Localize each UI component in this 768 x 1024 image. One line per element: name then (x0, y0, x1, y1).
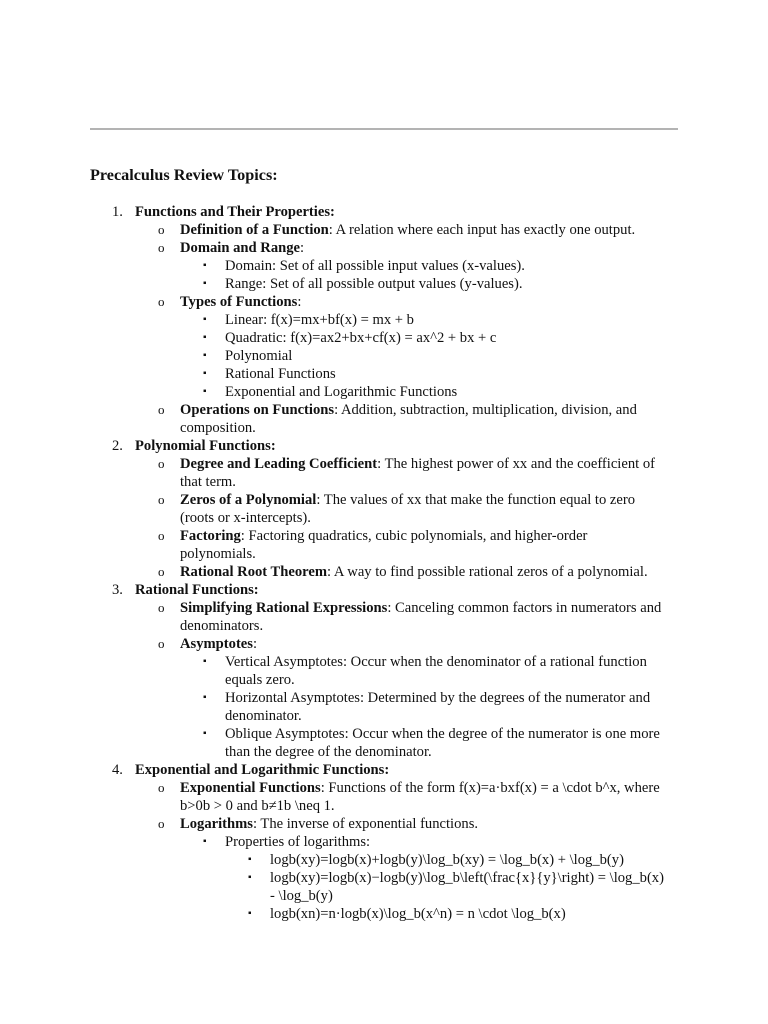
circle-bullet-icon: o (158, 456, 165, 471)
list-number: 3. (112, 582, 123, 598)
list-text (135, 761, 389, 779)
list-description: : Canceling common factors in numerators and (387, 600, 662, 616)
list-term: Rational Root Theorem (180, 564, 328, 580)
list-description: : Functions of the form f(x)=a·bxf(x) = a \cdot b^x, where (320, 780, 660, 796)
list-description: Polynomial (225, 348, 293, 364)
list-description: composition. (180, 420, 256, 436)
list-line (90, 221, 678, 239)
list-description: : (252, 636, 258, 652)
list-description: : Factoring quadratics, cubic polynomials, and higher-order (240, 528, 588, 544)
list-line (90, 707, 678, 725)
list-text (135, 581, 259, 599)
circle-bullet-icon: o (158, 636, 165, 651)
list-line (90, 743, 678, 761)
list-text (270, 887, 333, 905)
square-bullet-icon: ▪ (203, 332, 207, 343)
list-description: : A way to find possible rational zeros of a polynomial. (327, 564, 648, 580)
list-line (90, 761, 678, 779)
square-bullet-icon: ▪ (203, 656, 207, 667)
list-text (180, 239, 304, 257)
circle-bullet-icon: o (158, 780, 165, 795)
list-line (90, 653, 678, 671)
list-text (225, 365, 336, 383)
circle-bullet-icon: o (158, 600, 165, 615)
list-text (180, 293, 301, 311)
list-term: Definition of a Function (180, 222, 329, 238)
list-description: denominators. (180, 618, 264, 634)
list-text (180, 797, 335, 815)
list-description: Domain: Set of all possible input values (x-values). (225, 258, 525, 274)
list-description: (roots or x-intercepts). (180, 510, 311, 526)
circle-bullet-icon: o (158, 240, 165, 255)
list-text (180, 545, 256, 563)
circle-bullet-icon: o (158, 402, 165, 417)
list-term: Simplifying Rational Expressions (180, 600, 388, 616)
list-text (180, 221, 635, 239)
list-line (90, 887, 678, 905)
list-text (180, 599, 661, 617)
list-line (90, 563, 678, 581)
list-line (90, 383, 678, 401)
list-text (225, 383, 457, 401)
list-term: Functions and Their Properties: (135, 204, 335, 220)
list-description: denominator. (225, 708, 302, 724)
list-description: logb(xy)=logb(x)+logb(y)\log_b(xy) = \log_b(x) + \log_b(y) (270, 852, 624, 868)
list-term: Asymptotes (180, 636, 253, 652)
list-term: Exponential and Logarithmic Functions: (135, 762, 390, 778)
list-line (90, 599, 678, 617)
list-line (90, 257, 678, 275)
list-description: : The highest power of xx and the coefficient of (377, 456, 655, 472)
list-description: logb(xn)=n·logb(x)\log_b(x^n) = n \cdot \log_b(x) (270, 906, 566, 922)
square-bullet-icon: ▪ (203, 260, 207, 271)
list-description: b>0b > 0 and b≠1b \neq 1. (180, 798, 335, 814)
list-text (180, 617, 263, 635)
list-description: : (300, 240, 305, 256)
list-term: Rational Functions: (135, 582, 259, 598)
list-description: equals zero. (225, 672, 295, 688)
list-description: polynomials. (180, 546, 256, 562)
list-line (90, 797, 678, 815)
list-text (180, 401, 637, 419)
circle-bullet-icon: o (158, 528, 165, 543)
list-description: Quadratic: f(x)=ax2+bx+cf(x) = ax^2 + bx + c (225, 330, 497, 346)
list-description: Range: Set of all possible output values (y-values). (225, 276, 523, 292)
topic-list (90, 203, 678, 923)
square-bullet-icon: ▪ (203, 278, 207, 289)
list-text (270, 905, 566, 923)
list-line (90, 815, 678, 833)
square-bullet-icon: ▪ (248, 872, 252, 883)
list-term: Polynomial Functions: (135, 438, 276, 454)
list-term: Degree and Leading Coefficient (180, 456, 378, 472)
list-line (90, 617, 678, 635)
list-description: Vertical Asymptotes: Occur when the denominator of a rational function (225, 654, 647, 670)
list-text (225, 707, 302, 725)
list-line (90, 365, 678, 383)
square-bullet-icon: ▪ (203, 728, 207, 739)
list-line (90, 329, 678, 347)
list-description: : A relation where each input has exactly one output. (328, 222, 636, 238)
list-line (90, 869, 678, 887)
list-line (90, 419, 678, 437)
list-line (90, 347, 678, 365)
list-text (225, 689, 650, 707)
list-text (225, 653, 647, 671)
list-text (180, 815, 478, 833)
list-description: : The values of xx that make the function equal to zero (316, 492, 636, 508)
list-description: - \log_b(y) (270, 888, 333, 904)
list-text (225, 311, 414, 329)
list-text (180, 491, 635, 509)
list-text (135, 437, 276, 455)
list-description: : Addition, subtraction, multiplication, division, and (334, 402, 637, 418)
circle-bullet-icon: o (158, 492, 165, 507)
list-line (90, 905, 678, 923)
list-line (90, 527, 678, 545)
list-text (270, 851, 624, 869)
square-bullet-icon: ▪ (248, 854, 252, 865)
square-bullet-icon: ▪ (203, 836, 207, 847)
square-bullet-icon: ▪ (203, 314, 207, 325)
list-line (90, 509, 678, 527)
list-description: : (297, 294, 302, 310)
list-description: Exponential and Logarithmic Functions (225, 384, 458, 400)
list-text (180, 563, 648, 581)
list-text (225, 275, 523, 293)
circle-bullet-icon: o (158, 294, 165, 309)
list-text (180, 527, 587, 545)
list-term: Logarithms (180, 816, 253, 832)
list-text (180, 473, 236, 491)
square-bullet-icon: ▪ (203, 350, 207, 361)
list-number: 4. (112, 762, 123, 778)
list-text (180, 635, 257, 653)
list-term: Factoring (180, 528, 241, 544)
list-line (90, 581, 678, 599)
list-line (90, 779, 678, 797)
list-text (225, 257, 525, 275)
list-term: Types of Functions (180, 294, 298, 310)
list-text (135, 203, 335, 221)
list-line (90, 293, 678, 311)
list-text (270, 869, 664, 887)
list-description: Rational Functions (225, 366, 336, 382)
list-text (180, 455, 655, 473)
list-line (90, 635, 678, 653)
list-line (90, 401, 678, 419)
horizontal-rule (90, 128, 678, 130)
list-line (90, 689, 678, 707)
list-text (225, 833, 370, 851)
square-bullet-icon: ▪ (248, 908, 252, 919)
list-line (90, 239, 678, 257)
list-text (180, 509, 311, 527)
circle-bullet-icon: o (158, 816, 165, 831)
list-description: Linear: f(x)=mx+bf(x) = mx + b (225, 312, 414, 328)
list-text (225, 743, 432, 761)
list-text (225, 671, 295, 689)
list-description: that term. (180, 474, 236, 490)
list-line (90, 473, 678, 491)
list-line (90, 275, 678, 293)
list-term: Operations on Functions (180, 402, 335, 418)
list-text (225, 347, 292, 365)
list-description: Properties of logarithms: (225, 834, 371, 850)
list-description: : The inverse of exponential functions. (252, 816, 479, 832)
list-description: logb(xy)=logb(x)−logb(y)\log_b\left(\frac{x}{y}\right) = \log_b(x) (270, 870, 664, 886)
list-text (225, 725, 660, 743)
list-line (90, 833, 678, 851)
list-text (180, 779, 660, 797)
list-line (90, 311, 678, 329)
list-description: Oblique Asymptotes: Occur when the degree of the numerator is one more (225, 726, 660, 742)
circle-bullet-icon: o (158, 222, 165, 237)
square-bullet-icon: ▪ (203, 386, 207, 397)
square-bullet-icon: ▪ (203, 692, 207, 703)
list-number: 2. (112, 438, 123, 454)
list-line (90, 491, 678, 509)
list-text (180, 419, 256, 437)
list-number: 1. (112, 204, 123, 220)
list-line (90, 203, 678, 221)
list-line (90, 725, 678, 743)
list-line (90, 455, 678, 473)
list-description: than the degree of the denominator. (225, 744, 432, 760)
list-line (90, 851, 678, 869)
list-term: Zeros of a Polynomial (180, 492, 317, 508)
circle-bullet-icon: o (158, 564, 165, 579)
list-text (225, 329, 496, 347)
document-title: Precalculus Review Topics: (90, 166, 278, 184)
square-bullet-icon: ▪ (203, 368, 207, 379)
list-description: Horizontal Asymptotes: Determined by the degrees of the numerator and (225, 690, 651, 706)
list-line (90, 545, 678, 563)
list-term: Domain and Range (180, 240, 301, 256)
list-term: Exponential Functions (180, 780, 321, 796)
list-line (90, 671, 678, 689)
list-line (90, 437, 678, 455)
